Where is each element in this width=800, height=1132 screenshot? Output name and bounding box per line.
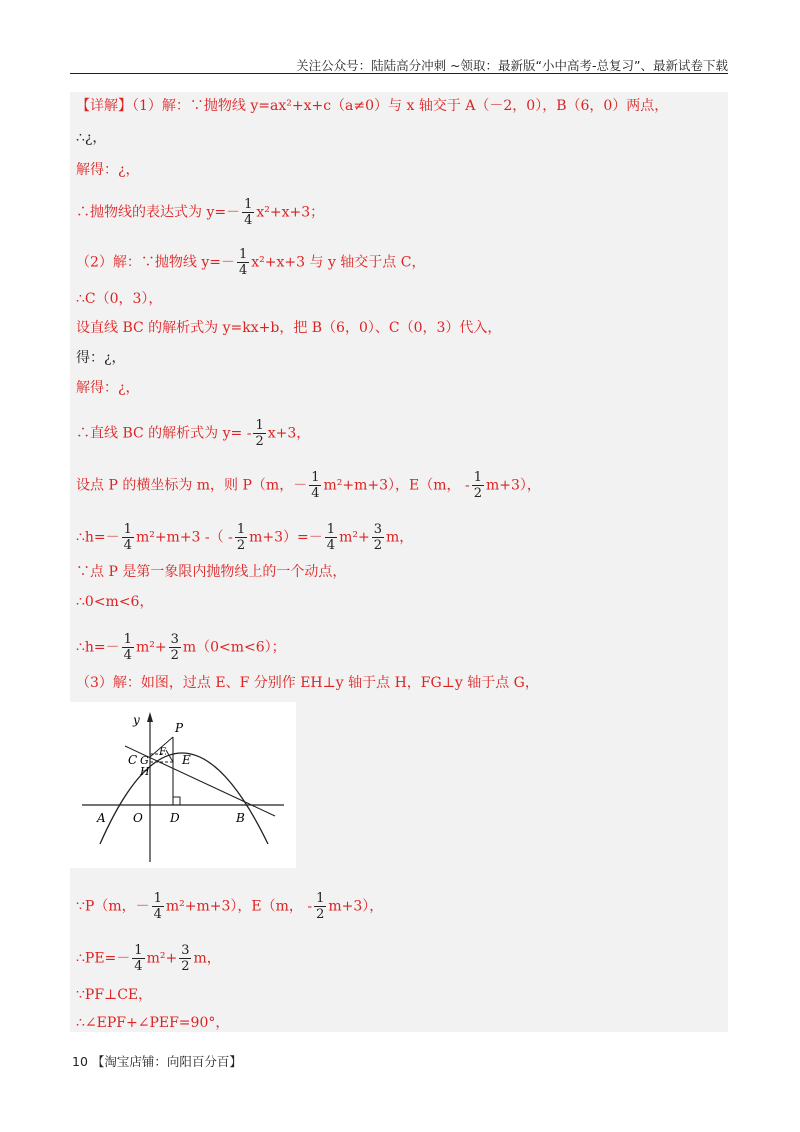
label-g: G — [140, 754, 149, 767]
frac-num: 3 — [170, 632, 179, 647]
line-text: ∴C（0，3）， — [76, 291, 163, 307]
label-a: A — [97, 811, 106, 825]
page-number: 10 — [72, 1054, 88, 1069]
solution-line-13 — [76, 562, 346, 582]
page-header: 关注公众号：陆陆高分冲刺 ~领取：最新版“小中高考-总复习”、最新试卷下载 — [296, 58, 728, 73]
frac-num: 1 — [473, 470, 482, 485]
frac-den: 4 — [153, 907, 162, 922]
frac-num: 1 — [239, 247, 248, 262]
fraction — [237, 247, 249, 278]
line-text: ∵点 P 是第一象限内抛物线上的一个动点， — [76, 564, 347, 580]
frac-den: 4 — [123, 538, 132, 553]
fraction — [309, 470, 321, 501]
solution-line-16 — [76, 673, 539, 693]
frac-num: 1 — [255, 418, 264, 433]
parabola-figure — [70, 702, 296, 868]
label-c: C — [128, 753, 138, 767]
solution-line-6 — [76, 289, 162, 309]
frac-den: 4 — [123, 648, 132, 663]
solution-line-5 — [76, 247, 425, 278]
header-rule — [70, 73, 728, 74]
frac-num: 1 — [134, 943, 143, 958]
line-text: ∴∠EPF+∠PEF=90°， — [76, 1015, 230, 1031]
line-text: m²+m+3），E（m， - — [165, 898, 313, 915]
line-text: x²+x+3； — [256, 204, 325, 221]
frac-den: 2 — [236, 538, 246, 553]
fraction — [314, 891, 326, 922]
frac-num: 3 — [181, 943, 190, 958]
footer-text: 【淘宝店铺：向阳百分百】 — [91, 1054, 242, 1069]
frac-den: 2 — [181, 959, 190, 974]
fraction — [122, 522, 134, 553]
line-text: ∴0<m<6， — [76, 594, 154, 610]
line-text: （3）解：如图，过点 E、F 分别作 EH⊥y 轴于点 H，FG⊥y 轴于点 G， — [76, 675, 539, 691]
line-text: 设直线 BC 的解析式为 y=kx+b，把 B（6，0）、C（0，3）代入， — [76, 320, 502, 336]
frac-num: 1 — [123, 522, 132, 537]
frac-den: 4 — [239, 263, 248, 278]
fraction — [372, 522, 384, 553]
frac-den: 4 — [244, 213, 253, 228]
label-d: D — [170, 811, 180, 825]
detail-tag: 【详解】 — [76, 98, 132, 114]
solution-line-3 — [76, 160, 140, 180]
frac-num: 1 — [244, 197, 253, 212]
label-p: P — [175, 721, 184, 735]
label-h: H — [140, 765, 150, 778]
frac-den: 4 — [326, 538, 336, 553]
line-text: x²+x+3 与 y 轴交于点 C， — [251, 254, 426, 271]
line-text: m， — [193, 950, 221, 967]
label-o: O — [133, 811, 143, 825]
label-b: B — [236, 811, 245, 825]
frac-den: 2 — [255, 434, 264, 449]
solution-line-18 — [76, 943, 221, 974]
fraction — [242, 197, 254, 228]
line-text: 解得：¿， — [76, 380, 140, 396]
frac-den: 2 — [473, 486, 482, 501]
fraction — [132, 943, 144, 974]
label-y: y — [133, 713, 140, 727]
line-text: m²+m+3 -（ - — [135, 529, 233, 546]
line-text: m+3）=－ — [249, 529, 323, 546]
fraction — [325, 522, 337, 553]
solution-line-9 — [76, 378, 140, 398]
frac-den: 2 — [373, 538, 382, 553]
fraction — [122, 632, 134, 663]
solution-line-1 — [76, 96, 668, 116]
solution-line-2 — [76, 128, 106, 148]
frac-num: 1 — [311, 470, 320, 485]
page-footer — [72, 1052, 242, 1070]
line-text: x+3， — [267, 425, 311, 442]
solution-line-7 — [76, 318, 501, 338]
right-angle-mark — [173, 797, 180, 805]
frac-num: 1 — [316, 891, 325, 906]
line-text: m²+ — [135, 639, 167, 656]
fraction — [169, 632, 181, 663]
frac-den: 4 — [134, 959, 143, 974]
frac-num: 1 — [236, 522, 246, 537]
geometry-diagram — [70, 702, 296, 868]
frac-num: 1 — [153, 891, 162, 906]
line-text: ∵P（m，－ — [76, 898, 150, 915]
solution-line-15 — [76, 632, 286, 663]
line-text: m+3）， — [485, 477, 541, 494]
label-f: F — [159, 747, 166, 758]
line-text: （1）解：∵抛物线 y=ax²+x+c（a≠0）与 x 轴交于 A（－2，0），B（6，0）两点， — [132, 98, 669, 114]
solution-line-10 — [76, 418, 310, 449]
solution-line-19 — [76, 985, 152, 1005]
solution-line-14 — [76, 592, 153, 612]
line-text: 设点 P 的横坐标为 m，则 P（m，－ — [76, 477, 308, 494]
line-text: ∴直线 BC 的解析式为 y= - — [76, 425, 252, 442]
label-e: E — [182, 753, 191, 767]
line-text: ∴h=－ — [76, 639, 120, 656]
frac-den: 4 — [311, 486, 320, 501]
frac-num: 3 — [373, 522, 382, 537]
line-text: （2）解：∵抛物线 y=－ — [76, 254, 235, 271]
frac-num: 1 — [123, 632, 132, 647]
frac-num: 1 — [326, 522, 336, 537]
line-text: ∴h=－ — [76, 529, 120, 546]
line-text: m（0<m<6）； — [182, 639, 286, 656]
solution-line-12 — [76, 522, 413, 553]
line-text: m²+ — [339, 529, 370, 546]
line-text: ∴¿， — [76, 130, 107, 146]
frac-den: 2 — [316, 907, 325, 922]
solution-line-17 — [76, 891, 383, 922]
fraction — [152, 891, 164, 922]
fraction — [179, 943, 191, 974]
solution-line-11 — [76, 470, 541, 501]
fraction — [472, 470, 484, 501]
fraction — [235, 522, 247, 553]
line-text: ∵PF⊥CE， — [76, 987, 153, 1003]
line-text: 解得：¿， — [76, 162, 140, 178]
line-text: m²+ — [146, 950, 178, 967]
line-text: m， — [385, 529, 414, 546]
solution-line-8 — [76, 348, 126, 368]
y-axis-arrow — [147, 712, 153, 722]
line-text: ∴PE=－ — [76, 950, 131, 967]
solution-line-20 — [76, 1013, 229, 1033]
line-text: m+3）， — [328, 898, 384, 915]
solution-line-4 — [76, 197, 324, 228]
line-text: ∴抛物线的表达式为 y=－ — [76, 204, 241, 221]
line-text: m²+m+3），E（m， - — [323, 477, 470, 494]
fraction — [253, 418, 265, 449]
frac-den: 2 — [170, 648, 179, 663]
line-text: 得：¿， — [76, 350, 126, 366]
